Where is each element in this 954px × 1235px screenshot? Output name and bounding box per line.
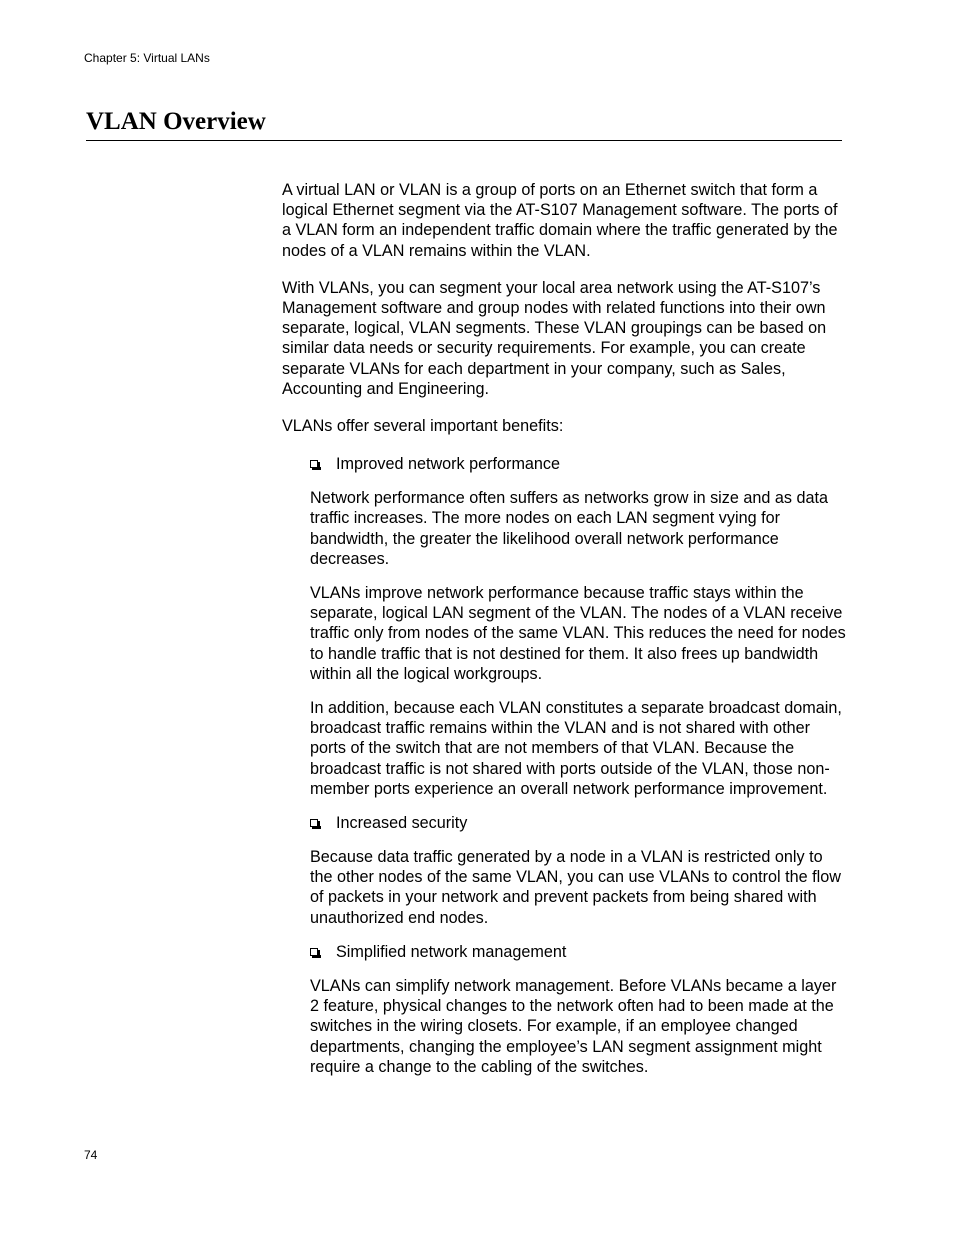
benefits-list — [310, 454, 846, 1077]
intro-paragraph-3: VLANs offer several important benefits: — [282, 417, 564, 436]
body-column — [282, 180, 846, 1077]
benefit-label: Simplified network management — [336, 942, 567, 961]
benefit-item-performance — [310, 454, 846, 474]
checkbox-bullet-icon — [310, 948, 318, 956]
benefit-paragraph: Network performance often suffers as networks grow in size and as data traffic increases. The more nodes on each LAN segment vying for bandwidth, the greater the likelihood overall network performance decreases. — [310, 489, 828, 568]
benefit-item-security — [310, 813, 846, 833]
checkbox-bullet-icon — [310, 460, 318, 468]
benefit-paragraph: VLANs improve network performance because traffic stays within the separate, logical LAN segment of the VLAN. The nodes of a VLAN receive traffic only from nodes of the same VLAN. This reduces the need for nodes to handle traffic that is not destined for them. It also frees up bandwidth within all the logical workgroups. — [310, 584, 846, 683]
benefit-label: Increased security — [336, 814, 468, 833]
benefit-paragraph: Because data traffic generated by a node in a VLAN is restricted only to the other nodes of the same VLAN, you can use VLANs to control the flow of packets in your network and prevent packets from being shared with unauthorized end nodes. — [310, 848, 841, 927]
benefit-paragraph: In addition, because each VLAN constitutes a separate broadcast domain, broadcast traffic remains within the VLAN and is not shared with other ports of the switch that are not members of that VLAN. Because the broadcast traffic is not shared with ports outside of the VLAN, those non-member ports experience an overall network performance improvement. — [310, 699, 842, 798]
running-header: Chapter 5: Virtual LANs — [84, 51, 210, 65]
intro-paragraph-2: With VLANs, you can segment your local area network using the AT-S107’s Management software and group nodes with related functions into their own separate, logical, VLAN segments. These VLAN groupings can be based on similar data needs or security requirements. For example, you can create separate VLANs for each department in your company, such as Sales, Accounting and Engineering. — [282, 278, 827, 398]
section-title: VLAN Overview — [86, 108, 266, 135]
benefit-label: Improved network performance — [336, 455, 561, 474]
checkbox-bullet-icon — [310, 819, 318, 827]
page-number: 74 — [84, 1148, 98, 1162]
intro-paragraph-1: A virtual LAN or VLAN is a group of ports on an Ethernet switch that form a logical Ethernet segment via the AT-S107 Management software. The ports of a VLAN form an independent traffic domain where the traffic generated by the nodes of a VLAN remains within the VLAN. — [282, 181, 838, 260]
benefit-item-management — [310, 942, 846, 962]
benefit-paragraph: VLANs can simplify network management. Before VLANs became a layer 2 feature, physical changes to the network often had to been made at the switches in the wiring closets. For example, if an employee changed departments, changing the employee’s LAN segment assignment might require a change to the cabling of the switches. — [310, 976, 837, 1076]
title-rule — [86, 140, 842, 141]
